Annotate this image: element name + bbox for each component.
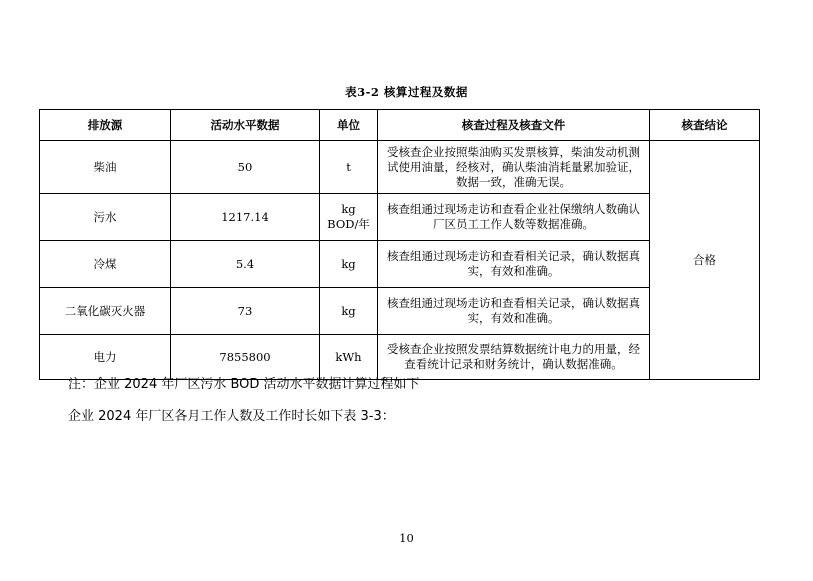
cell-unit: kg: [320, 241, 378, 288]
cell-unit: kg BOD/年: [320, 194, 378, 241]
cell-source: 污水: [40, 194, 171, 241]
cell-process: 核查组通过现场走访和查看相关记录，确认数据真实，有效和准确。: [378, 241, 650, 288]
cell-process: 受核查企业按照发票结算数据统计电力的用量，经查看统计记录和财务统计，确认数据准确。: [378, 335, 650, 380]
table-header-row: [40, 110, 760, 141]
table-row: [40, 141, 760, 194]
body-paragraph: 企业 2024 年厂区各月工作人数及工作时长如下表 3-3：: [68, 409, 395, 424]
cell-activity: 5.4: [171, 241, 320, 288]
cell-activity: 7855800: [171, 335, 320, 380]
table-note: 注：企业 2024 年厂区污水 BOD 活动水平数据计算过程如下: [68, 377, 420, 392]
cell-conclusion: 合格: [650, 141, 760, 380]
cell-unit: t: [320, 141, 378, 194]
verification-table: [39, 109, 760, 380]
header-unit: 单位: [320, 110, 378, 141]
cell-source: 电力: [40, 335, 171, 380]
header-conclusion: 核查结论: [650, 110, 760, 141]
table-caption: 表3-2 核算过程及数据: [345, 85, 468, 99]
header-process: 核查过程及核查文件: [378, 110, 650, 141]
cell-source: 冷煤: [40, 241, 171, 288]
cell-activity: 50: [171, 141, 320, 194]
cell-source: 二氧化碳灭火器: [40, 288, 171, 335]
header-source: 排放源: [40, 110, 171, 141]
page-number: 10: [399, 531, 414, 545]
cell-process: 核查组通过现场走访和查看相关记录，确认数据真实，有效和准确。: [378, 288, 650, 335]
cell-unit: kWh: [320, 335, 378, 380]
cell-source: 柴油: [40, 141, 171, 194]
header-activity: 活动水平数据: [171, 110, 320, 141]
cell-activity: 1217.14: [171, 194, 320, 241]
cell-unit: kg: [320, 288, 378, 335]
cell-process: 受核查企业按照柴油购买发票核算，柴油发动机测试使用油量，经核对，确认柴油消耗量累加验证，数据一致，准确无误。: [378, 141, 650, 194]
cell-process: 核查组通过现场走访和查看企业社保缴纳人数确认厂区员工工作人数等数据准确。: [378, 194, 650, 241]
cell-activity: 73: [171, 288, 320, 335]
